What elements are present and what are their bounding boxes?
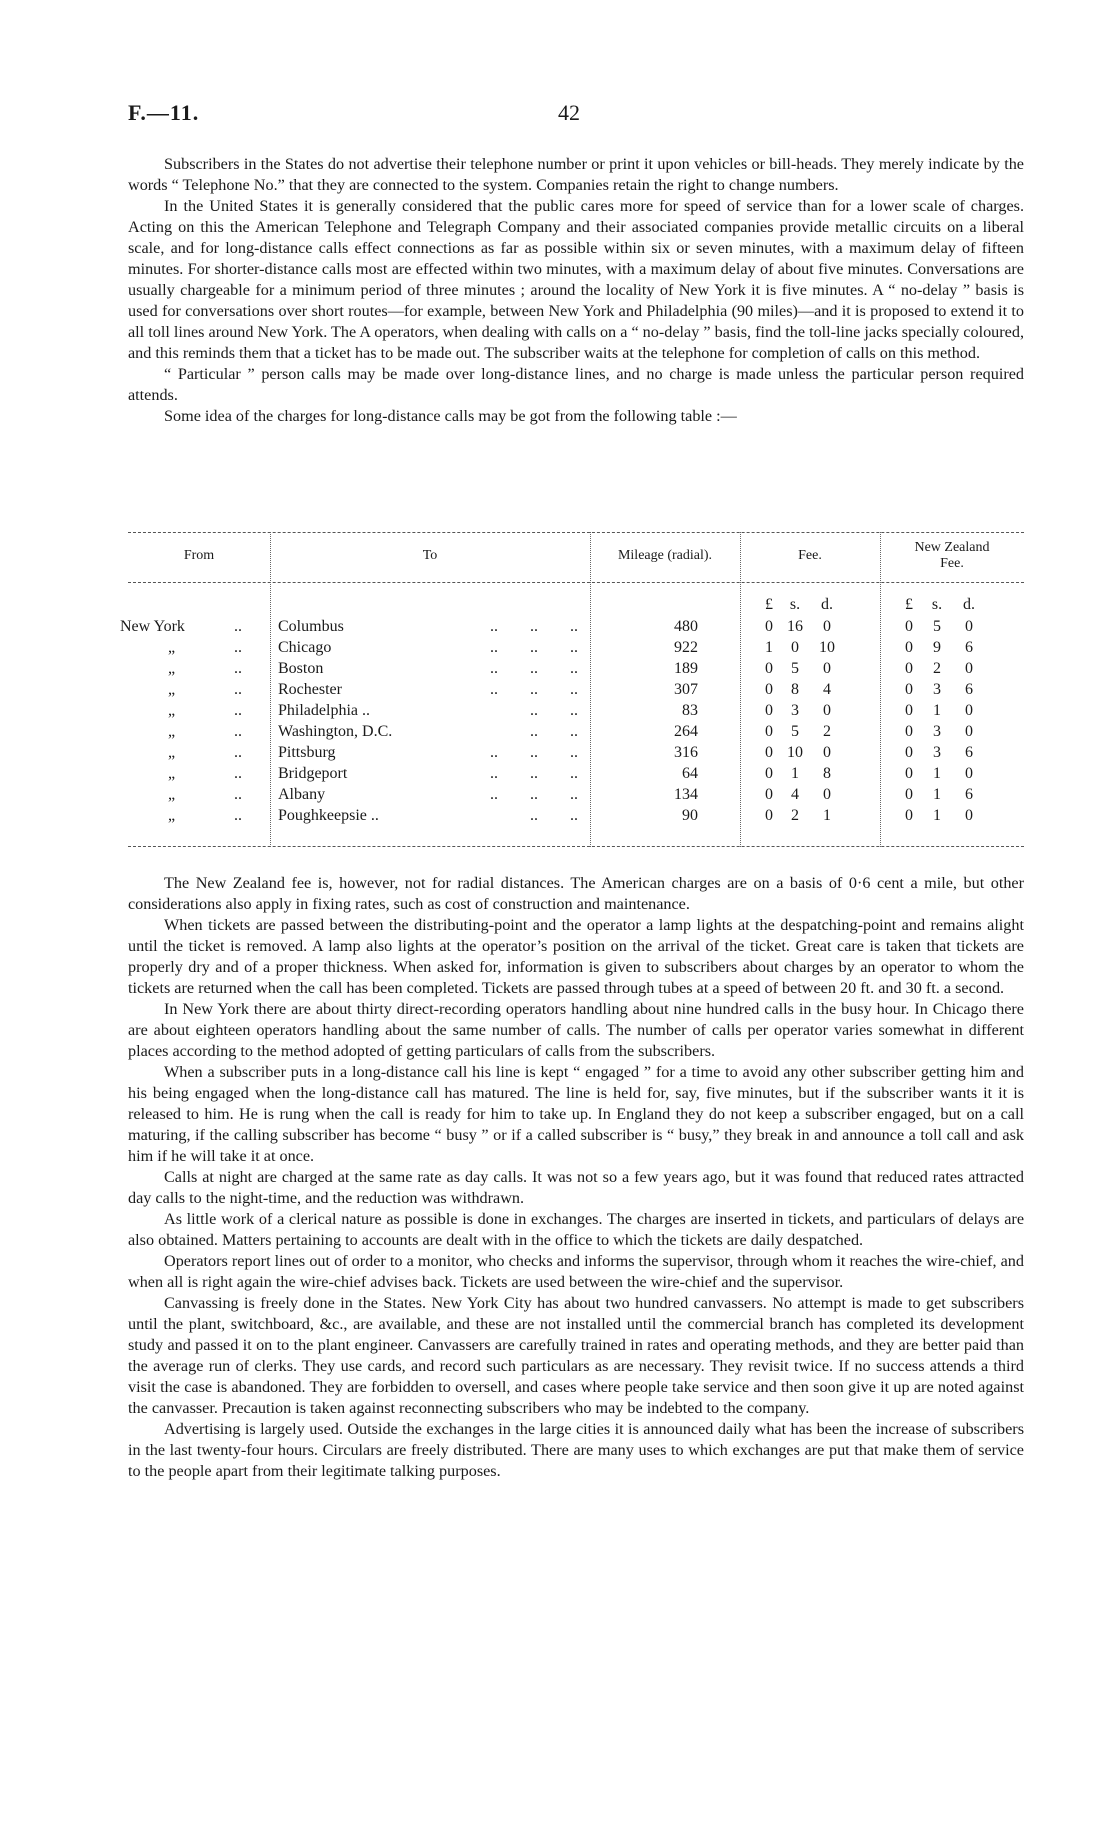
fee-shillings: 0 (791, 639, 799, 656)
nz-shillings-unit: s. (931, 596, 943, 613)
paragraph: Canvassing is freely done in the States. New York City has about two hundred canvassers. No attempt is made to get subscribers until the plant, switchboard, &c., are available, and these are not installed until the commercial branch has completed its development study and passed it on to the plant engineer. Canvassers are carefully trained in rates and operating methods, and they are better paid than the average run of clerks. They use cards, and record such particulars as are necessary. They revisit twice. If no success attends a third visit the case is abandoned. They are forbidden to oversell, and cases where people take service and then soon give it up are noted against the canvasser. Precaution is taken against reconnecting subscribers who may be indebted to the company. (128, 1294, 1024, 1417)
header-nz-fee-line2: Fee. (940, 556, 964, 571)
header-from: From (183, 548, 215, 563)
nz-fee-shillings: 1 (933, 786, 941, 803)
to-city: Albany (278, 786, 326, 803)
leader-dots: .. (234, 765, 242, 782)
column-divider (880, 532, 881, 847)
fee-pounds: 0 (765, 660, 773, 677)
nz-fee-shillings: 3 (933, 723, 941, 740)
fee-pence-unit: d. (821, 596, 833, 613)
from-city: New York (120, 618, 185, 635)
from-city: „ (168, 681, 176, 698)
mileage-value: 480 (674, 618, 698, 635)
leader-dots: .. (234, 744, 242, 761)
paragraph: As little work of a clerical nature as possible is done in exchanges. The charges are inserted in tickets, and particulars of delays are also obtained. Matters pertaining to accounts are dealt with in the office to which the tickets are daily despatched. (128, 1210, 1024, 1249)
to-city: Bridgeport (278, 765, 348, 782)
mileage-value: 189 (674, 660, 698, 677)
fee-pounds: 0 (765, 702, 773, 719)
fee-pence: 1 (823, 807, 831, 824)
page-number: 42 (558, 100, 580, 125)
fee-pence: 0 (823, 744, 831, 761)
paragraph: Some idea of the charges for long-distance calls may be got from the following table :— (164, 407, 737, 425)
nz-fee-pounds: 0 (905, 639, 913, 656)
from-city: „ (168, 765, 176, 782)
nz-fee-pounds: 0 (905, 660, 913, 677)
from-city: „ (168, 723, 176, 740)
column-divider (740, 532, 741, 847)
to-city: Pittsburg (278, 744, 336, 761)
fee-pounds: 0 (765, 765, 773, 782)
header-nz-fee-line1: New Zealand (914, 540, 990, 555)
column-divider (270, 532, 271, 847)
page-header (128, 100, 1024, 130)
nz-fee-shillings: 1 (933, 765, 941, 782)
leader-dots: .. (234, 807, 242, 824)
leader-dots: .. (234, 681, 242, 698)
leader-dots: .. .. .. (490, 660, 578, 677)
to-city: Chicago (278, 639, 332, 656)
fee-pence: 0 (823, 702, 831, 719)
nz-fee-shillings: 1 (933, 702, 941, 719)
mileage-value: 64 (682, 765, 698, 782)
fee-pounds: 0 (765, 744, 773, 761)
leader-dots: .. (234, 660, 242, 677)
nz-fee-pence: 0 (965, 618, 973, 635)
mileage-value: 307 (674, 681, 698, 698)
to-city: Poughkeepsie .. (278, 807, 379, 824)
fee-pence: 0 (823, 618, 831, 635)
table-header-rule (128, 582, 1024, 583)
column-divider (590, 532, 591, 847)
from-city: „ (168, 807, 176, 824)
document-id: F.—11. (128, 100, 200, 125)
paragraph: When tickets are passed between the distributing-point and the operator a lamp lights at the despatching-point and remains alight until the ticket is removed. A lamp also lights at the operator’s position on the arrival of the ticket. Great care is taken that tickets are properly dry and of a proper thickness. When asked for, information is given to subscribers about charges by an operator to whom the tickets are returned when the call has been completed. Tickets are passed through tubes at a speed of between 20 ft. and 30 ft. a second. (128, 916, 1024, 997)
fee-pence: 8 (823, 765, 831, 782)
table-bottom-rule (128, 846, 1024, 847)
nz-fee-pence: 6 (965, 639, 973, 656)
mileage-value: 316 (674, 744, 698, 761)
leader-dots: .. .. .. (490, 765, 578, 782)
fee-shillings: 1 (791, 765, 799, 782)
to-city: Columbus (278, 618, 344, 635)
nz-fee-pounds: 0 (905, 765, 913, 782)
nz-fee-shillings: 2 (933, 660, 941, 677)
fee-shillings: 2 (791, 807, 799, 824)
fee-shillings: 3 (791, 702, 799, 719)
leader-dots: .. (234, 639, 242, 656)
nz-fee-pence: 0 (965, 723, 973, 740)
leader-dots: .. .. (530, 807, 578, 824)
table-top-rule (128, 532, 1024, 533)
to-city: Rochester (278, 681, 342, 698)
from-city: „ (168, 786, 176, 803)
mileage-value: 90 (682, 807, 698, 824)
fee-shillings: 5 (791, 723, 799, 740)
nz-fee-pounds: 0 (905, 807, 913, 824)
fee-shillings: 8 (791, 681, 799, 698)
paragraph: “ Particular ” person calls may be made over long-distance lines, and no charge is made unless the particular person required attends. (128, 365, 1024, 404)
fee-pence: 4 (823, 681, 831, 698)
fee-pounds: 0 (765, 681, 773, 698)
paragraph: Operators report lines out of order to a monitor, who checks and informs the supervisor, through whom it reaches the wire-chief, and when all is right again the wire-chief advises back. Tickets are used between the wire-chief and the supervisor. (128, 1252, 1024, 1291)
fee-pounds: 0 (765, 807, 773, 824)
leader-dots: .. .. .. (490, 681, 578, 698)
fee-pounds: 0 (765, 618, 773, 635)
nz-fee-pence: 0 (965, 807, 973, 824)
nz-fee-pounds: 0 (905, 786, 913, 803)
nz-fee-pence: 6 (965, 786, 973, 803)
leader-dots: .. (234, 618, 242, 635)
nz-fee-pence: 0 (965, 765, 973, 782)
leader-dots: .. (234, 786, 242, 803)
nz-fee-shillings: 1 (933, 807, 941, 824)
body-text-after-table (128, 873, 1024, 1482)
paragraph: When a subscriber puts in a long-distance call his line is kept “ engaged ” for a time to avoid any other subscriber getting him and his being engaged when the long-distance call has matured. The line is held for, say, five minutes, but if the subscriber wants it it is released to him. He is rung when the call is ready for him to take up. In England they do not keep a subscriber engaged, but on a call maturing, if the calling subscriber has become “ busy ” or if a called subscriber is “ busy,” they break in and announce a toll call and ask him if he will take it at once. (128, 1063, 1024, 1165)
fee-pounds: 1 (765, 639, 773, 656)
nz-fee-shillings: 3 (933, 744, 941, 761)
fee-shillings: 10 (787, 744, 803, 761)
nz-fee-pence: 0 (965, 660, 973, 677)
body-text-before-table (128, 154, 1024, 427)
fee-pence: 10 (819, 639, 835, 656)
nz-fee-pounds: 0 (905, 723, 913, 740)
leader-dots: .. .. .. (490, 618, 578, 635)
fee-pounds: 0 (765, 723, 773, 740)
paragraph: The New Zealand fee is, however, not for radial distances. The American charges are on a basis of 0·6 cent a mile, but other considerations also apply in fixing rates, such as cost of construction and maintenance. (128, 874, 1024, 913)
leader-dots: .. (234, 723, 242, 740)
fee-shillings-unit: s. (789, 596, 801, 613)
nz-fee-pence: 6 (965, 744, 973, 761)
paragraph: Calls at night are charged at the same rate as day calls. It was not so a few years ago, but it was found that reduced rates attracted day calls to the night-time, and the reduction was withdrawn. (128, 1168, 1024, 1207)
paragraph: Subscribers in the States do not advertise their telephone number or print it upon vehicles or bill-heads. They merely indicate by the words “ Telephone No.” that they are connected to the system. Companies retain the right to change numbers. (128, 155, 1024, 194)
nz-fee-shillings: 5 (933, 618, 941, 635)
leader-dots: .. (234, 702, 242, 719)
fee-pounds-unit: £ (765, 596, 773, 613)
nz-fee-shillings: 3 (933, 681, 941, 698)
nz-fee-shillings: 9 (933, 639, 941, 656)
to-city: Philadelphia .. (278, 702, 370, 719)
paragraph: Advertising is largely used. Outside the exchanges in the large cities it is announced daily what has been the increase of subscribers in the last twenty-four hours. Circulars are freely distributed. There are many uses to which exchanges are put that make them of service to the people apart from their legitimate talking purposes. (128, 1420, 1024, 1480)
to-city: Boston (278, 660, 324, 677)
mileage-value: 134 (674, 786, 698, 803)
leader-dots: .. .. .. (490, 786, 578, 803)
nz-fee-pence: 0 (965, 702, 973, 719)
leader-dots: .. .. (530, 702, 578, 719)
nz-pence-unit: d. (963, 596, 975, 613)
to-city: Washington, D.C. (278, 723, 393, 740)
fee-pounds: 0 (765, 786, 773, 803)
from-city: „ (168, 744, 176, 761)
header-fee: Fee. (798, 548, 822, 563)
leader-dots: .. .. .. (490, 744, 578, 761)
from-city: „ (168, 660, 176, 677)
nz-fee-pounds: 0 (905, 702, 913, 719)
nz-fee-pounds: 0 (905, 744, 913, 761)
fee-pence: 0 (823, 786, 831, 803)
nz-pounds-unit: £ (905, 596, 913, 613)
nz-fee-pounds: 0 (905, 681, 913, 698)
paragraph: In New York there are about thirty direct-recording operators handling about nine hundred calls in the busy hour. In Chicago there are about eighteen operators handling about the same number of calls. The number of calls per operator varies somewhat in different places according to the method adopted of getting particulars of calls from the subscribers. (128, 1000, 1024, 1060)
mileage-value: 264 (674, 723, 698, 740)
mileage-value: 83 (682, 702, 698, 719)
fee-shillings: 5 (791, 660, 799, 677)
from-city: „ (168, 639, 176, 656)
mileage-value: 922 (674, 639, 698, 656)
charges-table (120, 532, 1024, 847)
nz-fee-pounds: 0 (905, 618, 913, 635)
fee-pence: 0 (823, 660, 831, 677)
paragraph: In the United States it is generally considered that the public cares more for speed of service than for a lower scale of charges. Acting on this the American Telephone and Telegraph Company and their associated companies provide metallic circuits on a liberal scale, and for long-distance calls effect connections as far as possible within six or seven minutes, with a maximum delay of fifteen minutes. For shorter-distance calls most are effected within two minutes, with a maximum delay of about five minutes. Conversations are usually chargeable for a minimum period of three minutes ; around the locality of New York it is five minutes. A “ no-delay ” basis is used for conversations over short routes—for example, between New York and Philadelphia (90 miles)—and it is proposed to extend it to all toll lines around New York. The A operators, when dealing with calls on a “ no-delay ” basis, find the toll-line jacks specially coloured, and this reminds them that a ticket has to be made out. The subscriber waits at the telephone for completion of calls on this method. (128, 197, 1024, 362)
fee-pence: 2 (823, 723, 831, 740)
header-to: To (422, 548, 438, 563)
header-mileage: Mileage (radial). (617, 548, 713, 563)
leader-dots: .. .. .. (490, 639, 578, 656)
fee-shillings: 16 (787, 618, 803, 635)
fee-shillings: 4 (791, 786, 799, 803)
leader-dots: .. .. (530, 723, 578, 740)
nz-fee-pence: 6 (965, 681, 973, 698)
from-city: „ (168, 702, 176, 719)
